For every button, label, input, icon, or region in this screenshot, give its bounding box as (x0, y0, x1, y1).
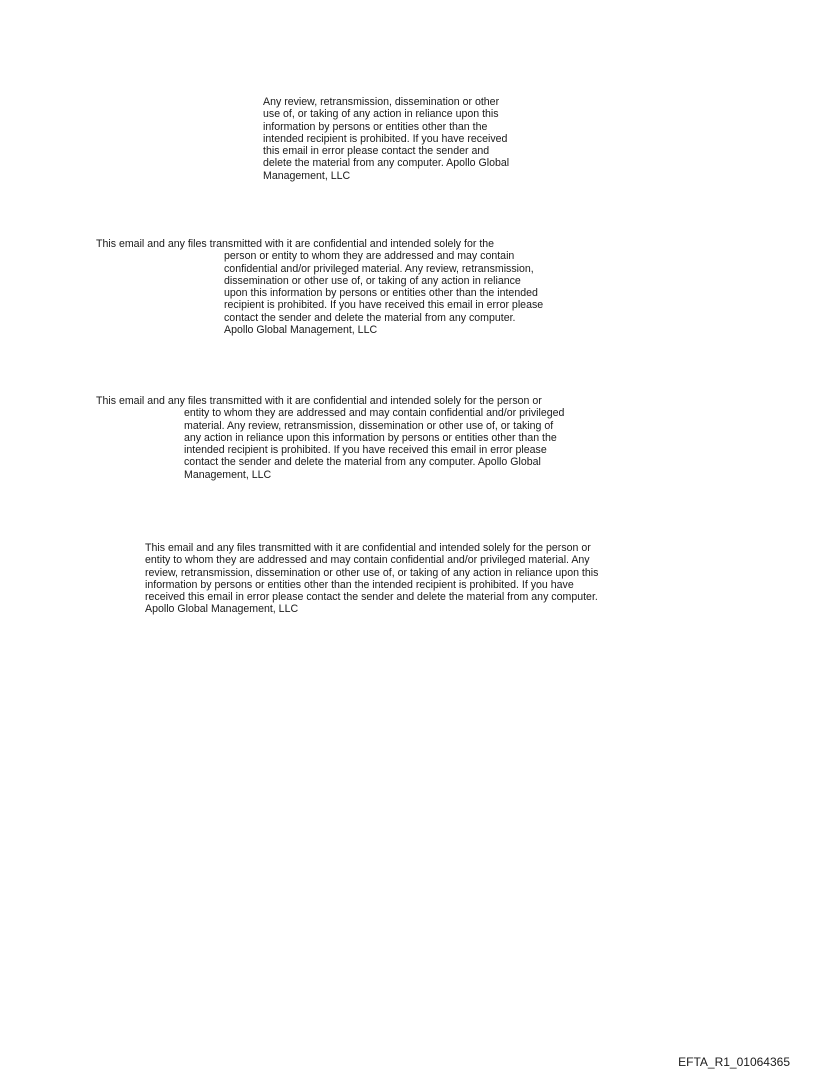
text-line: review, retransmission, dissemination or other use of, or taking of any action in reliance upon this (145, 566, 599, 579)
text-line: material. Any review, retransmission, dissemination or other use of, or taking of (184, 419, 554, 432)
text-line: entity to whom they are addressed and may contain confidential and/or privileged (184, 407, 565, 420)
text-line: This email and any files transmitted with it are confidential and intended solely for the person or (145, 542, 591, 554)
text-line: use of, or taking of any action in reliance upon this (263, 108, 499, 121)
text-line: Apollo Global Management, LLC (145, 603, 299, 616)
text-line: contact the sender and delete the material from any computer. Apollo Global (184, 456, 541, 469)
text-line: This email and any files transmitted with it are confidential and intended solely for the (96, 238, 495, 250)
text-line: intended recipient is prohibited. If you have received this email in error please (184, 444, 547, 457)
text-line: person or entity to whom they are addressed and may contain (224, 250, 515, 263)
text-line: confidential and/or privileged material. Any review, retransmission, (224, 262, 534, 275)
text-line: information by persons or entities other than the (263, 120, 488, 133)
disclaimer-block-2 (96, 238, 543, 336)
text-line: information by persons or entities other than the intended recipient is prohibited. If you have (145, 578, 574, 591)
document-id: EFTA_R1_01064365 (678, 1055, 790, 1069)
text-line: Apollo Global Management, LLC (224, 324, 378, 337)
text-line: dissemination or other use of, or taking of any action in reliance (224, 274, 521, 287)
text-line: delete the material from any computer. Apollo Global (263, 157, 510, 170)
disclaimer-block-3 (96, 395, 564, 481)
disclaimer-block-4 (145, 542, 598, 616)
text-line: Management, LLC (263, 169, 351, 182)
text-line: any action in reliance upon this information by persons or entities other than the (184, 431, 557, 444)
text-line: Management, LLC (184, 468, 272, 481)
disclaimer-block-1 (263, 96, 509, 182)
text-line: received this email in error please contact the sender and delete the material from any computer. (145, 591, 598, 604)
text-line: intended recipient is prohibited. If you have received (263, 132, 508, 145)
text-line: Any review, retransmission, dissemination or other (263, 96, 500, 108)
text-line: upon this information by persons or entities other than the intended (224, 287, 538, 300)
text-line: recipient is prohibited. If you have received this email in error please (224, 299, 544, 312)
text-line: This email and any files transmitted with it are confidential and intended solely for the person or (96, 395, 542, 407)
text-line: contact the sender and delete the material from any computer. (224, 311, 516, 324)
text-line: this email in error please contact the sender and (263, 145, 490, 158)
text-line: entity to whom they are addressed and may contain confidential and/or privileged material. Any (145, 554, 590, 567)
